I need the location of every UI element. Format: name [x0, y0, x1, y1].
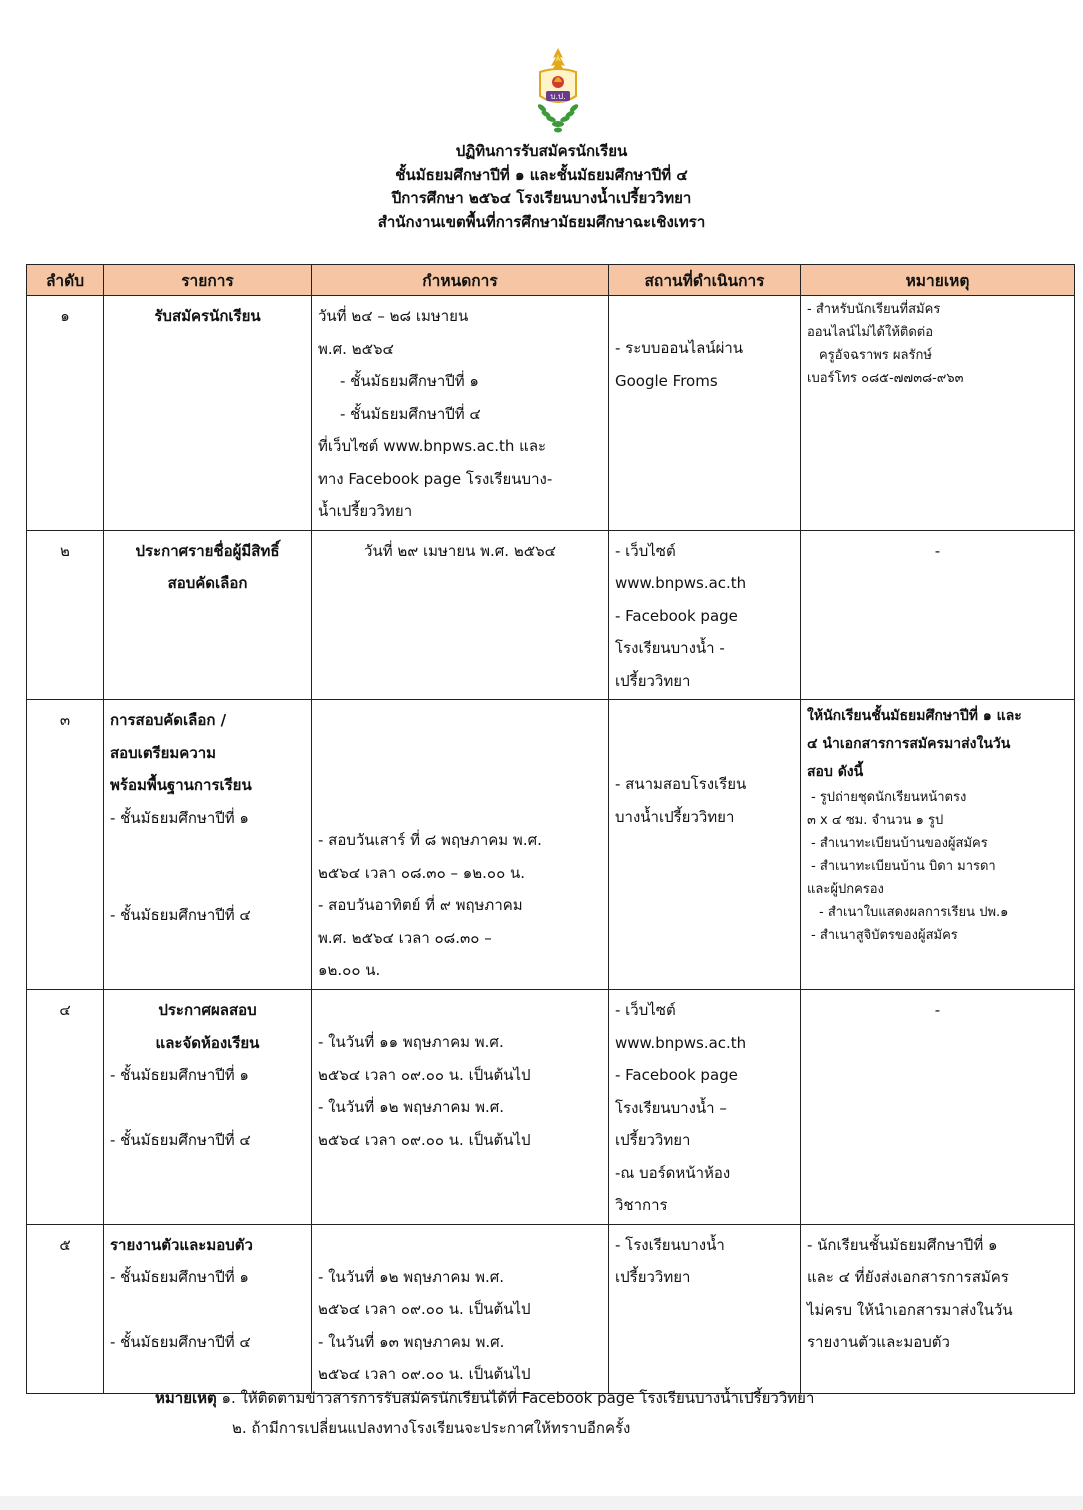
place-line: วิชาการ — [615, 1196, 668, 1214]
remark-line: ครูอัจฉราพร ผลรักษ์ — [819, 348, 932, 363]
remark-cell — [801, 700, 1075, 990]
schedule-cell — [312, 700, 609, 990]
schedule-line: วันที่ ๒๔ – ๒๘ เมษายน — [318, 307, 469, 325]
row-number — [27, 530, 104, 700]
place-line: www.bnpws.ac.th — [615, 574, 747, 592]
document-title-block — [0, 140, 1083, 234]
place-line: www.bnpws.ac.th — [615, 1033, 747, 1052]
place-line: โรงเรียนบางน้ำ – — [615, 1098, 727, 1117]
table-row — [27, 700, 1075, 990]
header-cell: หมายเหตุ — [801, 265, 1075, 296]
school-emblem-logo — [532, 46, 584, 136]
item-line: ประกาศผลสอบ — [158, 1001, 257, 1019]
table-row — [27, 296, 1075, 531]
emblem-crest — [540, 69, 576, 102]
item-line: การสอบคัดเลือก / — [110, 711, 227, 729]
place-line: - โรงเรียนบางน้ำ — [615, 1235, 725, 1254]
row-number — [27, 1224, 104, 1393]
schedule-line: ที่เว็บไซต์ www.bnpws.ac.th และ — [318, 437, 547, 455]
place-cell — [609, 530, 801, 700]
item-cell — [104, 990, 312, 1225]
schedule-line: - ในวันที่ ๑๑ พฤษภาคม พ.ศ. — [318, 1033, 504, 1051]
schedule-line: น้ำเปรี้ยววิทยา — [318, 502, 413, 520]
remark-line: - รูปถ่ายชุดนักเรียนหน้าตรง — [811, 790, 967, 805]
schedule-line: - ในวันที่ ๑๒ พฤษภาคม พ.ศ. — [318, 1267, 505, 1286]
item-line: สอบคัดเลือก — [167, 574, 248, 592]
place-line: เปรี้ยววิทยา — [615, 1131, 691, 1149]
remark-line: - สำเนาใบแสดงผลการเรียน ปพ.๑ — [819, 905, 1009, 920]
title-line: ปฏิทินการรับสมัครนักเรียน — [455, 142, 628, 160]
item-sub-line: - ชั้นมัธยมศึกษาปีที่ ๑ — [110, 1268, 249, 1286]
place-line: - เว็บไซต์ — [615, 1001, 676, 1019]
place-line: เปรี้ยววิทยา — [615, 671, 691, 690]
schedule-line: - สอบวันอาทิตย์ ที่ ๙ พฤษภาคม — [318, 896, 523, 914]
remark-cell — [801, 530, 1075, 700]
title-line: ชั้นมัธยมศึกษาปีที่ ๑ และชั้นมัธยมศึกษาปีที่ ๔ — [395, 165, 688, 184]
emblem-laurel — [537, 103, 580, 133]
schedule-line: พ.ศ. ๒๕๖๔ — [318, 339, 394, 358]
schedule-line: พ.ศ. ๒๕๖๔ เวลา ๐๘.๓๐ – — [318, 928, 492, 947]
row-number-text: ๑ — [60, 307, 70, 325]
place-cell — [609, 1224, 801, 1393]
remark-line: - สำเนาสูจิบัตรของผู้สมัคร — [811, 928, 958, 943]
schedule-line: - ในวันที่ ๑๓ พฤษภาคม พ.ศ. — [318, 1332, 505, 1351]
row-number-text: ๕ — [59, 1235, 71, 1254]
remark-line: สอบ ดังนี้ — [807, 764, 864, 780]
remark-cell — [801, 1224, 1075, 1393]
remark-line: - สำเนาทะเบียนบ้านของผู้สมัคร — [811, 836, 988, 851]
item-sub-line: - ชั้นมัธยมศึกษาปีที่ ๑ — [110, 1066, 249, 1084]
item-line: และจัดห้องเรียน — [155, 1033, 260, 1052]
row-number — [27, 296, 104, 531]
item-line: รายงานตัวและมอบตัว — [110, 1235, 253, 1254]
table-header-row — [27, 265, 1075, 296]
remark-line: - — [934, 541, 941, 560]
remark-line: เบอร์โทร ๐๘๕-๗๗๓๘-๙๖๓ — [807, 371, 964, 386]
schedule-cell — [312, 530, 609, 700]
title-line: สำนักงานเขตพื้นที่การศึกษามัธยมศึกษาฉะเชิงเทรา — [377, 212, 706, 231]
remark-line: ให้นักเรียนชั้นมัธยมศึกษาปีที่ ๑ และ — [807, 708, 1022, 724]
remark-cell — [801, 990, 1075, 1225]
row-number-text: ๒ — [60, 541, 70, 560]
remark-line: ๔ นำเอกสารการสมัครมาส่งในวัน — [807, 736, 1011, 752]
remark-cell — [801, 296, 1075, 531]
place-cell — [609, 990, 801, 1225]
schedule-line: ๒๕๖๔ เวลา ๐๙.๐๐ น. เป็นต้นไป — [318, 1130, 531, 1149]
schedule-line: ๒๕๖๔ เวลา ๐๙.๐๐ น. เป็นต้นไป — [318, 1065, 531, 1084]
table-row — [27, 990, 1075, 1225]
item-line: พร้อมพื้นฐานการเรียน — [110, 776, 252, 794]
remark-line: และ ๔ ที่ยังส่งเอกสารการสมัคร — [807, 1268, 1009, 1286]
footnote-text: ๑. ให้ติดตามข่าวสารการรับสมัครนักเรียนได้ที่ Facebook page โรงเรียนบางน้ำเปรี้ยววิทยา — [221, 1389, 815, 1407]
place-line: Google Froms — [615, 371, 718, 390]
item-line: สอบเตรียมความ — [110, 743, 217, 762]
item-cell — [104, 1224, 312, 1393]
schedule-line: ๒๕๖๔ เวลา ๐๙.๐๐ น. เป็นต้นไป — [318, 1365, 531, 1383]
item-cell — [104, 296, 312, 531]
place-cell — [609, 700, 801, 990]
row-number — [27, 700, 104, 990]
remark-line: ออนไลน์ไม่ได้ให้ติดต่อ — [807, 325, 934, 340]
place-line: -ณ บอร์ดหน้าห้อง — [615, 1163, 731, 1182]
item-sub-line: - ชั้นมัธยมศึกษาปีที่ ๔ — [110, 1130, 251, 1149]
schedule-line: ๑๒.๐๐ น. — [318, 961, 381, 979]
admission-schedule-table — [26, 264, 1075, 1394]
item-cell — [104, 700, 312, 990]
item-cell — [104, 530, 312, 700]
schedule-line: ทาง Facebook page โรงเรียนบาง- — [318, 469, 553, 488]
footnote-label: หมายเหตุ — [155, 1389, 217, 1407]
emblem-text: บ.ป. — [550, 92, 566, 101]
schedule-cell — [312, 296, 609, 531]
remark-line: รายงานตัวและมอบตัว — [807, 1333, 950, 1351]
table-row — [27, 530, 1075, 700]
place-line: - เว็บไซต์ — [615, 541, 676, 560]
remark-line: ไม่ครบ ให้นำเอกสารมาส่งในวัน — [807, 1300, 1013, 1319]
row-number-text: ๓ — [59, 711, 71, 729]
place-line: - Facebook page — [615, 606, 738, 625]
header-cell: รายการ — [104, 265, 312, 296]
schedule-line: - สอบวันเสาร์ ที่ ๘ พฤษภาคม พ.ศ. — [318, 831, 542, 849]
schedule-line: วันที่ ๒๙ เมษายน พ.ศ. ๒๕๖๔ — [364, 541, 556, 560]
item-sub-line: - ชั้นมัธยมศึกษาปีที่ ๑ — [110, 808, 249, 827]
footnote-line-2 — [232, 1414, 630, 1442]
place-line: บางน้ำเปรี้ยววิทยา — [615, 807, 735, 826]
place-line: เปรี้ยววิทยา — [615, 1268, 691, 1286]
place-line: - Facebook page — [615, 1066, 738, 1084]
row-number — [27, 990, 104, 1225]
schedule-line: - ในวันที่ ๑๒ พฤษภาคม พ.ศ. — [318, 1098, 505, 1116]
schedule-line: ๒๕๖๔ เวลา ๐๙.๐๐ น. เป็นต้นไป — [318, 1300, 531, 1318]
table-row — [27, 1224, 1075, 1393]
page-bottom-edge — [0, 1496, 1083, 1510]
title-line: ปีการศึกษา ๒๕๖๔ โรงเรียนบางน้ำเปรี้ยววิทยา — [391, 189, 692, 207]
remark-line: ๓ x ๔ ซม. จำนวน ๑ รูป — [807, 813, 944, 828]
row-number-text: ๔ — [59, 1001, 71, 1019]
schedule-cell — [312, 990, 609, 1225]
schedule-line: ๒๕๖๔ เวลา ๐๘.๓๐ – ๑๒.๐๐ น. — [318, 863, 526, 882]
footnote-text: ๒. ถ้ามีการเปลี่ยนแปลงทางโรงเรียนจะประกาศให้ทราบอีกครั้ง — [232, 1419, 631, 1437]
remark-line: - สำเนาทะเบียนบ้าน บิดา มารดา — [811, 859, 996, 874]
item-sub-line: - ชั้นมัธยมศึกษาปีที่ ๔ — [110, 1332, 251, 1351]
item-line: รับสมัครนักเรียน — [154, 307, 261, 325]
place-cell — [609, 296, 801, 531]
remark-line: - สำหรับนักเรียนที่สมัคร — [807, 302, 941, 317]
remark-line: - นักเรียนชั้นมัธยมศึกษาปีที่ ๑ — [807, 1235, 998, 1254]
footnote-line-1 — [155, 1384, 814, 1412]
schedule-line: - ชั้นมัธยมศึกษาปีที่ ๑ — [340, 372, 479, 390]
item-sub-line: - ชั้นมัธยมศึกษาปีที่ ๔ — [110, 906, 251, 924]
schedule-cell — [312, 1224, 609, 1393]
place-line: - ระบบออนไลน์ผ่าน — [615, 339, 744, 357]
header-cell: กำหนดการ — [312, 265, 609, 296]
schedule-line: - ชั้นมัธยมศึกษาปีที่ ๔ — [340, 404, 481, 423]
remark-line: และผู้ปกครอง — [807, 882, 884, 897]
header-cell: สถานที่ดำเนินการ — [609, 265, 801, 296]
place-line: โรงเรียนบางน้ำ - — [615, 639, 725, 657]
place-line: - สนามสอบโรงเรียน — [615, 775, 747, 793]
header-cell: ลำดับ — [27, 265, 104, 296]
remark-line: - — [934, 1001, 941, 1019]
item-line: ประกาศรายชื่อผู้มีสิทธิ์ — [135, 541, 280, 560]
